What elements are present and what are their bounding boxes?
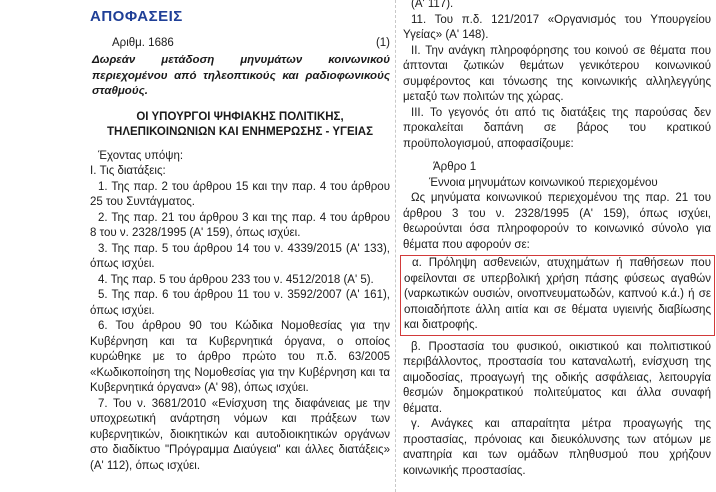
article-intro: Ως μηνύματα κοινωνικού περιεχομένου της παρ. 21 του άρθρου 3 του ν. 2328/1995 (Α' 159), όπως ισχύει, θεωρούνται όσα πληροφορούν το κοινωνικό σύνολο για θέματα που αφορούν σε: (403, 192, 711, 251)
paragraph-item-1: 1. Της παρ. 2 του άρθρου 15 και την παρ. 4 του άρθρου 25 του Συντάγματος. (90, 180, 390, 208)
decision-subject: Δωρεάν μετάδοση μηνυμάτων κοινωνικού περιεχομένου από τηλεοπτικούς και ραδιοφωνικούς σταθμούς. (92, 54, 390, 97)
paragraph-item-6: 6. Του άρθρου 90 του Κώδικα Νομοθεσίας για την Κυβέρνηση και τα Κυβερνητικά όργανα, ο οποίος κυρώθηκε με το άρθρο πρώτο του π.δ. 63/2005 «Κωδικοποίηση της Νομοθεσίας για την Κυβέρνηση και τα Κυβερνητικά όργανα» (Α' 98), όπως ισχύει. (90, 320, 390, 394)
ministers-heading: ΟΙ ΥΠΟΥΡΓΟΙ ΨΗΦΙΑΚΗΣ ΠΟΛΙΤΙΚΗΣ, ΤΗΛΕΠΙΚΟΙΝΩΝΙΩΝ ΚΑΙ ΕΝΗΜΕΡΩΣΗΣ - ΥΓΕΙΑΣ (106, 110, 374, 138)
article-title: Άρθρο 1 (433, 161, 477, 173)
decision-number-line (90, 36, 390, 51)
paragraph-item-7: 7. Του ν. 3681/2010 «Ενίσχυση της διαφάνειας με την υποχρεωτική ανάρτηση νόμων και πράξεων των κυβερνητικών, διοικητικών και αυτοδιοικητικών οργάνων στο διαδίκτυο "Πρόγραμμα Διαύγεια" και άλλες διατάξεις» (Α' 112), όπως ισχύει. (90, 397, 390, 472)
item-a-text: α. Πρόληψη ασθενειών, ατυχημάτων ή παθήσεων που οφείλονται σε υπερβολική χρήση πάσης φύσεως αγαθών (ναρκωτικών ουσιών, οινοπνευματωδών, καπνού κ.ά.) ή σε οποιαδήποτε άλλη αιτία και σε θέματα υγιεινής διαβίωσης και διατροφής. (404, 257, 711, 331)
paragraph-item-3: 3. Της παρ. 5 του άρθρου 14 του ν. 4339/2015 (Α' 133), όπως ισχύει. (90, 242, 390, 270)
right-column (403, 0, 711, 479)
paragraph-having-regard: Έχοντας υπόψη: (98, 149, 184, 162)
item-b-text: β. Προστασία του φυσικού, οικιστικού και πολιτιστικού περιβάλλοντος, προστασία του καταναλωτή, ενίσχυση της αιμοδοσίας, προαγωγή της οδικής ασφάλειας, λειτουργία θεσμών δημοκρατικού πολιτεύματος και άλλα συναφή θέματα. (403, 340, 711, 415)
decision-index: (1) (375, 37, 390, 49)
paragraph-ii: II. Την ανάγκη πληροφόρησης του κοινού σε θέματα που άπτονται ζωτικών θεμάτων γενικότερου κοινωνικού συμφέροντος και τόνωσης της κοινωνικής αλληλεγγύης μεταξύ των πολιτών της χώρας. (403, 44, 711, 103)
paragraph-item-11: 11. Του π.δ. 121/2017 «Οργανισμός του Υπουργείου Υγείας» (Α' 148). (403, 13, 711, 41)
paragraph-iii: III. Το γεγονός ότι από τις διατάξεις της παρούσας δεν προκαλείται δαπάνη σε βάρος του κρατικού προϋπολογισμού, αποφασίζουμε: (403, 106, 711, 150)
paragraph-item-2: 2. Της παρ. 21 του άρθρου 3 και της παρ. 4 του άρθρου 8 του ν. 2328/1995 (Α' 159), όπως ισχύει. (90, 211, 390, 239)
paragraph-item-5: 5. Της παρ. 6 του άρθρου 11 του ν. 3592/2007 (Α' 161), όπως ισχύει. (90, 289, 390, 317)
column-divider (395, 0, 396, 492)
continued-fragment: (Α' 117). (411, 0, 454, 10)
paragraph-provisions: I. Τις διατάξεις: (90, 165, 166, 177)
left-column (90, 4, 390, 474)
section-title: ΑΠΟΦΑΣΕΙΣ (90, 8, 183, 25)
article-subtitle: Έννοια μηνυμάτων κοινωνικού περιεχομένου (429, 176, 658, 189)
item-c-text: γ. Ανάγκες και απαραίτητα μέτρα προαγωγής της προστασίας, πρόνοιας και διευκόλυνσης των ατόμων με αναπηρία και των ομάδων πληθυσμού που χρήζουν κοινωνικής προστασίας. (403, 418, 711, 477)
highlighted-item-a (400, 255, 715, 336)
paragraph-item-4: 4. Της παρ. 5 του άρθρου 233 του ν. 4512/2018 (Α' 5). (98, 273, 374, 286)
decision-number: Αριθμ. 1686 (112, 37, 174, 49)
